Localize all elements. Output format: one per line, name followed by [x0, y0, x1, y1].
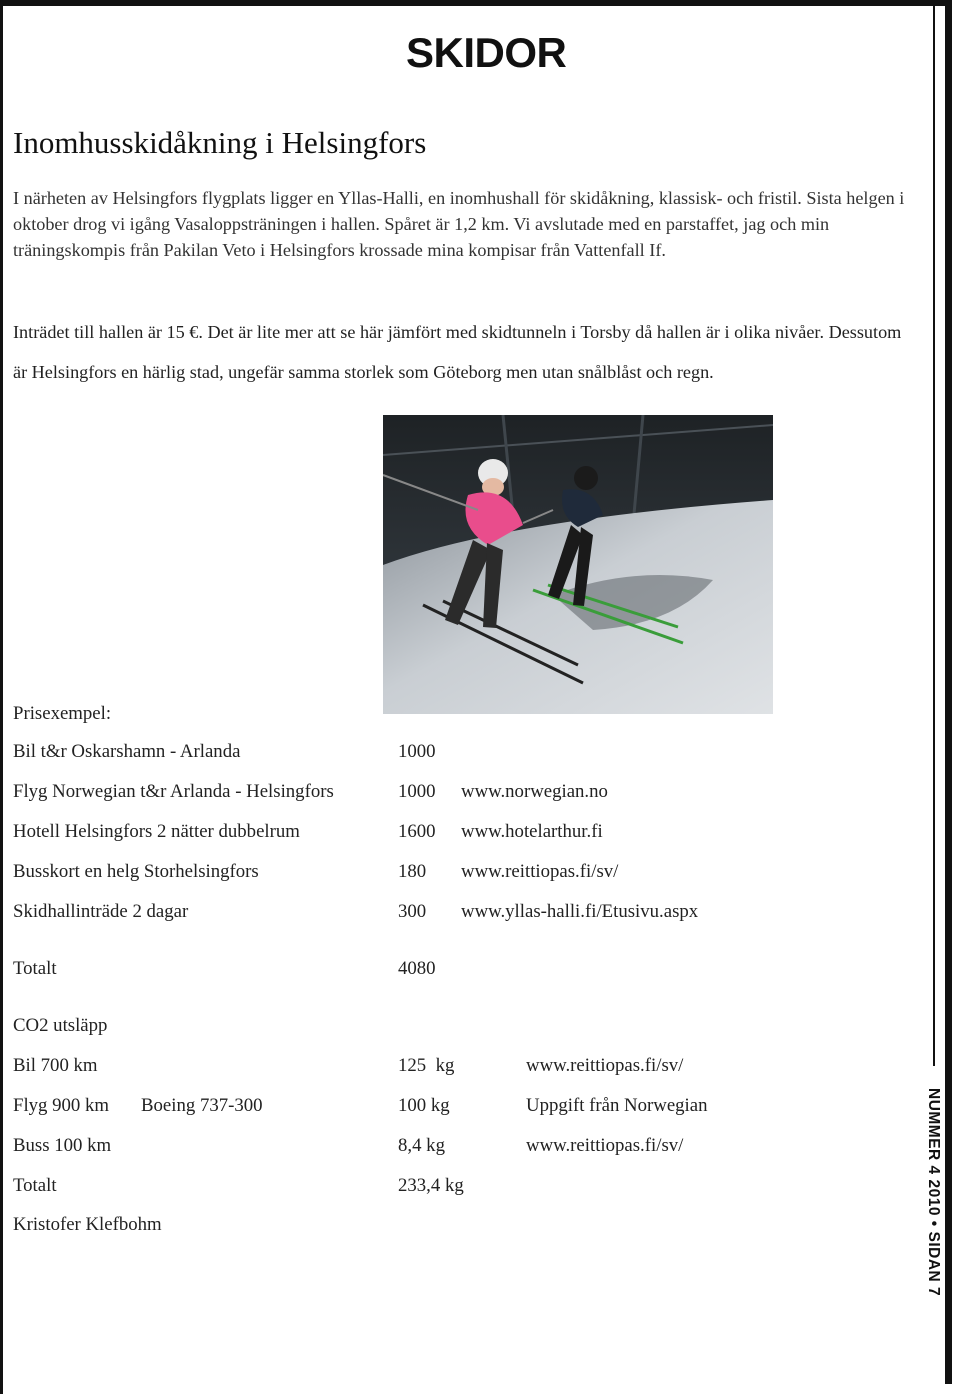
- prices-heading: Prisexempel:: [13, 703, 112, 724]
- co2-row-amount: 8,4 kg: [398, 1135, 445, 1156]
- issue-page-label: NUMMER 4 2010 • SIDAN 7: [925, 1088, 942, 1297]
- price-row-amount: 180: [398, 861, 427, 882]
- co2-row-amount: 125 kg: [398, 1055, 455, 1076]
- price-row-item: Flyg Norwegian t&r Arlanda - Helsingfors: [13, 781, 334, 802]
- co2-row-item: Buss 100 km: [13, 1135, 112, 1156]
- co2-row-amount: 100 kg: [398, 1095, 450, 1116]
- price-row-item: Busskort en helg Storhelsingfors: [13, 861, 259, 882]
- page-frame-right-inner: [933, 6, 935, 1066]
- co2-row-source[interactable]: www.reittiopas.fi/sv/: [526, 1135, 684, 1156]
- article-headline: Inomhusskidåkning i Helsingfors: [13, 125, 427, 160]
- co2-heading: CO2 utsläpp: [13, 1015, 108, 1036]
- section-title: SKIDOR: [406, 29, 567, 76]
- page-frame-top: [0, 0, 952, 6]
- price-row-amount: 300: [398, 901, 427, 922]
- price-row-item: Bil t&r Oskarshamn - Arlanda: [13, 741, 241, 762]
- price-total-label: Totalt: [13, 958, 57, 979]
- price-row-link[interactable]: www.norwegian.no: [461, 781, 608, 802]
- price-row-item: Hotell Helsingfors 2 nätter dubbelrum: [13, 821, 300, 842]
- co2-row-item: Flyg 900 km: [13, 1095, 110, 1116]
- price-row-amount: 1600: [398, 821, 436, 842]
- co2-row-source[interactable]: www.reittiopas.fi/sv/: [526, 1055, 684, 1076]
- co2-row-item: Bil 700 km: [13, 1055, 98, 1076]
- price-row-item: Skidhallinträde 2 dagar: [13, 901, 189, 922]
- page-frame-left: [0, 0, 3, 1394]
- co2-total-label: Totalt: [13, 1175, 57, 1196]
- price-row-amount: 1000: [398, 781, 436, 802]
- author-name: Kristofer Klefbohm: [13, 1214, 162, 1235]
- price-row-link[interactable]: www.yllas-halli.fi/Etusivu.aspx: [461, 901, 699, 922]
- co2-total-amount: 233,4 kg: [398, 1175, 464, 1196]
- co2-row-source: Uppgift från Norwegian: [526, 1095, 708, 1116]
- page-frame-right: [945, 6, 952, 1384]
- article-paragraph: Inträdet till hallen är 15 €. Det är lite mer att se här jämfört med skidtunneln i Torsby då hallen är i olika nivåer. Dessutom är Helsingfors en härlig stad, ungefär samma storlek som Göteborg men utan snålblåst och regn.: [13, 322, 902, 382]
- price-total-amount: 4080: [398, 958, 436, 979]
- price-row-link[interactable]: www.reittiopas.fi/sv/: [461, 861, 619, 882]
- co2-row-model: Boeing 737-300: [141, 1095, 263, 1116]
- article-intro: I närheten av Helsingfors flygplats ligger en Yllas-Halli, en inomhushall för skidåkning, klassisk- och fristil. Sista helgen i oktober drog vi igång Vasaloppsträningen i hallen. Spåret är 1,2 km. Vi avslutade med en parstaffet, jag och min träningskompis från Pakilan Veto i Helsingfors krossade mina kompisar från Vattenfall If.: [13, 188, 905, 260]
- skiing-photo: [383, 415, 773, 714]
- price-row-amount: 1000: [398, 741, 436, 762]
- price-row-link[interactable]: www.hotelarthur.fi: [461, 821, 603, 842]
